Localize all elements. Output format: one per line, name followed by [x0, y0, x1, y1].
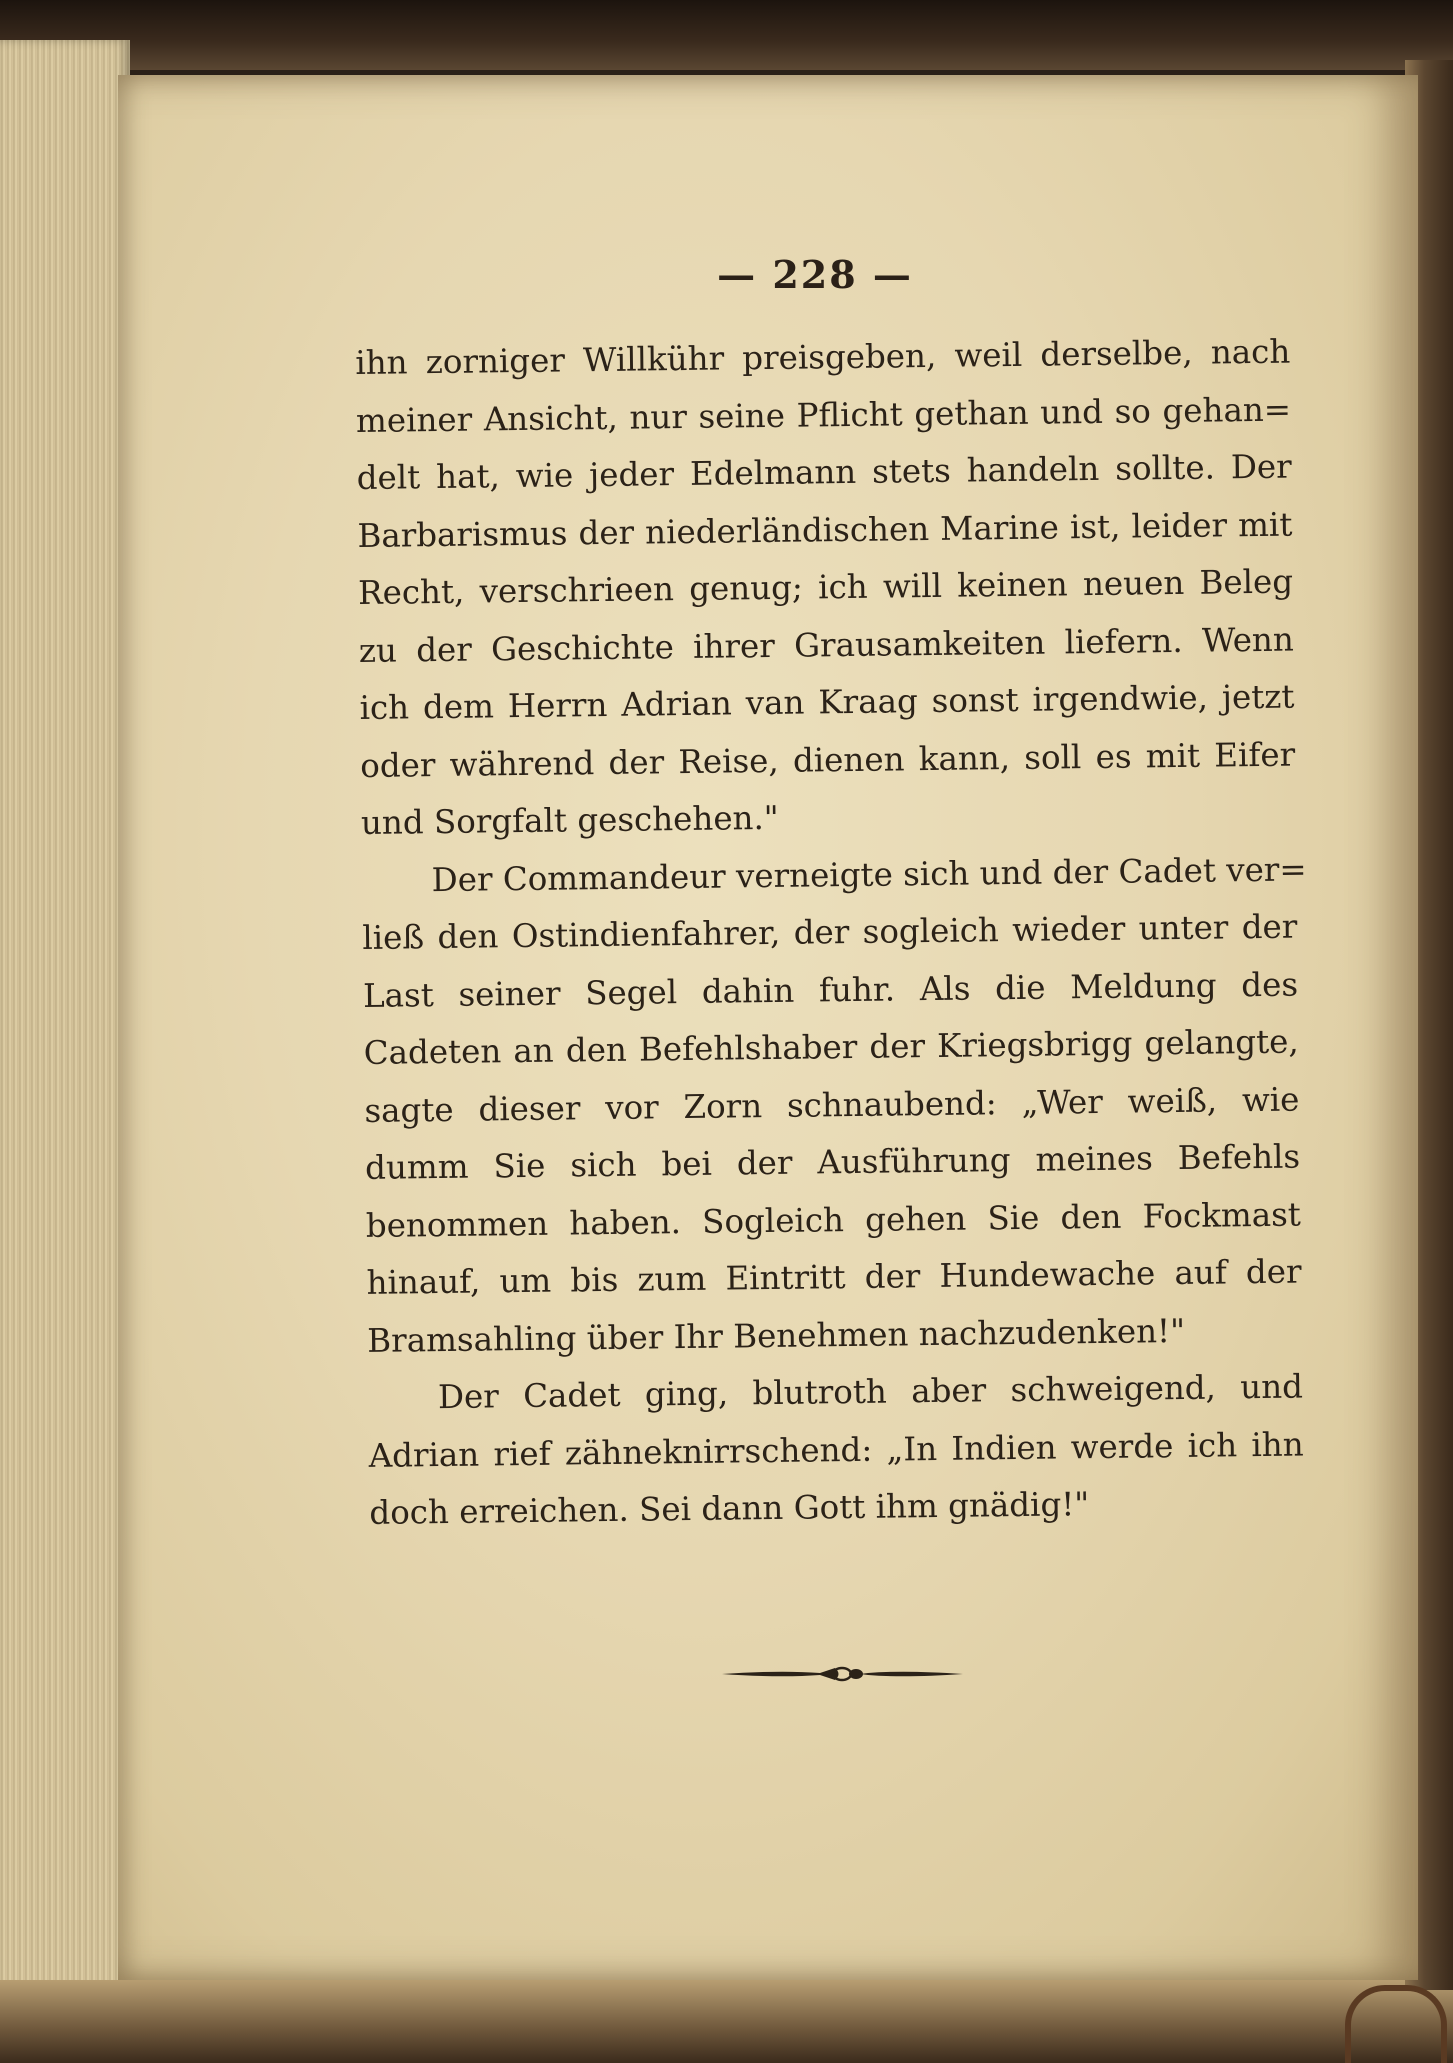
text-line: dumm Sie sich bei der Ausführung meines Befehls	[364, 1137, 1301, 1187]
bookmark-ribbon	[1345, 1985, 1447, 2063]
text-line: Bramsahling über Ihr Benehmen nachzudenken!"	[367, 1311, 1186, 1360]
text-line: ihn zorniger Willkühr preisgeben, weil derselbe, nach	[355, 332, 1291, 382]
page-block-edges	[0, 40, 130, 2040]
text-line: zu der Geschichte ihrer Grausamkeiten liefern. Wenn	[358, 620, 1295, 670]
text-line: Recht, verschrieen genug; ich will keinen neuen Beleg	[357, 562, 1294, 612]
text-line: Barbarismus der niederländischen Marine ist, leider mit	[357, 505, 1293, 555]
text-line: meiner Ansicht, nur seine Pflicht gethan und so gehan=	[355, 390, 1292, 440]
text-line: ließ den Ostindienfahrer, der sogleich wieder unter der	[362, 907, 1298, 957]
text-line: oder während der Reise, dienen kann, soll es mit Eifer	[360, 735, 1296, 785]
text-line: ich dem Herrn Adrian van Kraag sonst irgendwie, jetzt	[359, 677, 1295, 727]
book-bottom-edge	[0, 1980, 1453, 2063]
body-text	[355, 324, 1305, 1543]
page-header: — 228 —	[717, 252, 913, 297]
text-line: doch erreichen. Sei dann Gott ihm gnädig!"	[369, 1485, 1090, 1532]
text-line: Der Cadet ging, blutroth aber schweigend, und	[437, 1367, 1304, 1417]
text-line: und Sorgfalt geschehen."	[360, 798, 779, 842]
text-line: Der Commandeur verneigte sich und der Cadet ver=	[431, 849, 1307, 899]
text-line: hinauf, um bis zum Eintritt der Hundewache auf der	[366, 1252, 1302, 1302]
text-line: delt hat, wie jeder Edelmann stets handeln sollte. Der	[356, 447, 1292, 497]
section-end-ornament	[720, 1662, 965, 1686]
text-line: sagte dieser vor Zorn schnaubend: „Wer weiß, wie	[364, 1080, 1300, 1130]
book-top-edge	[0, 0, 1453, 70]
text-line: Adrian rief zähneknirrschend: „In Indien werde ich ihn	[368, 1424, 1304, 1475]
text-line: benommen haben. Sogleich gehen Sie den Fockmast	[365, 1195, 1302, 1245]
text-line: Cadeten an den Befehlshaber der Kriegsbrigg gelangte,	[363, 1022, 1299, 1072]
text-line: Last seiner Segel dahin fuhr. Als die Meldung des	[362, 965, 1299, 1015]
